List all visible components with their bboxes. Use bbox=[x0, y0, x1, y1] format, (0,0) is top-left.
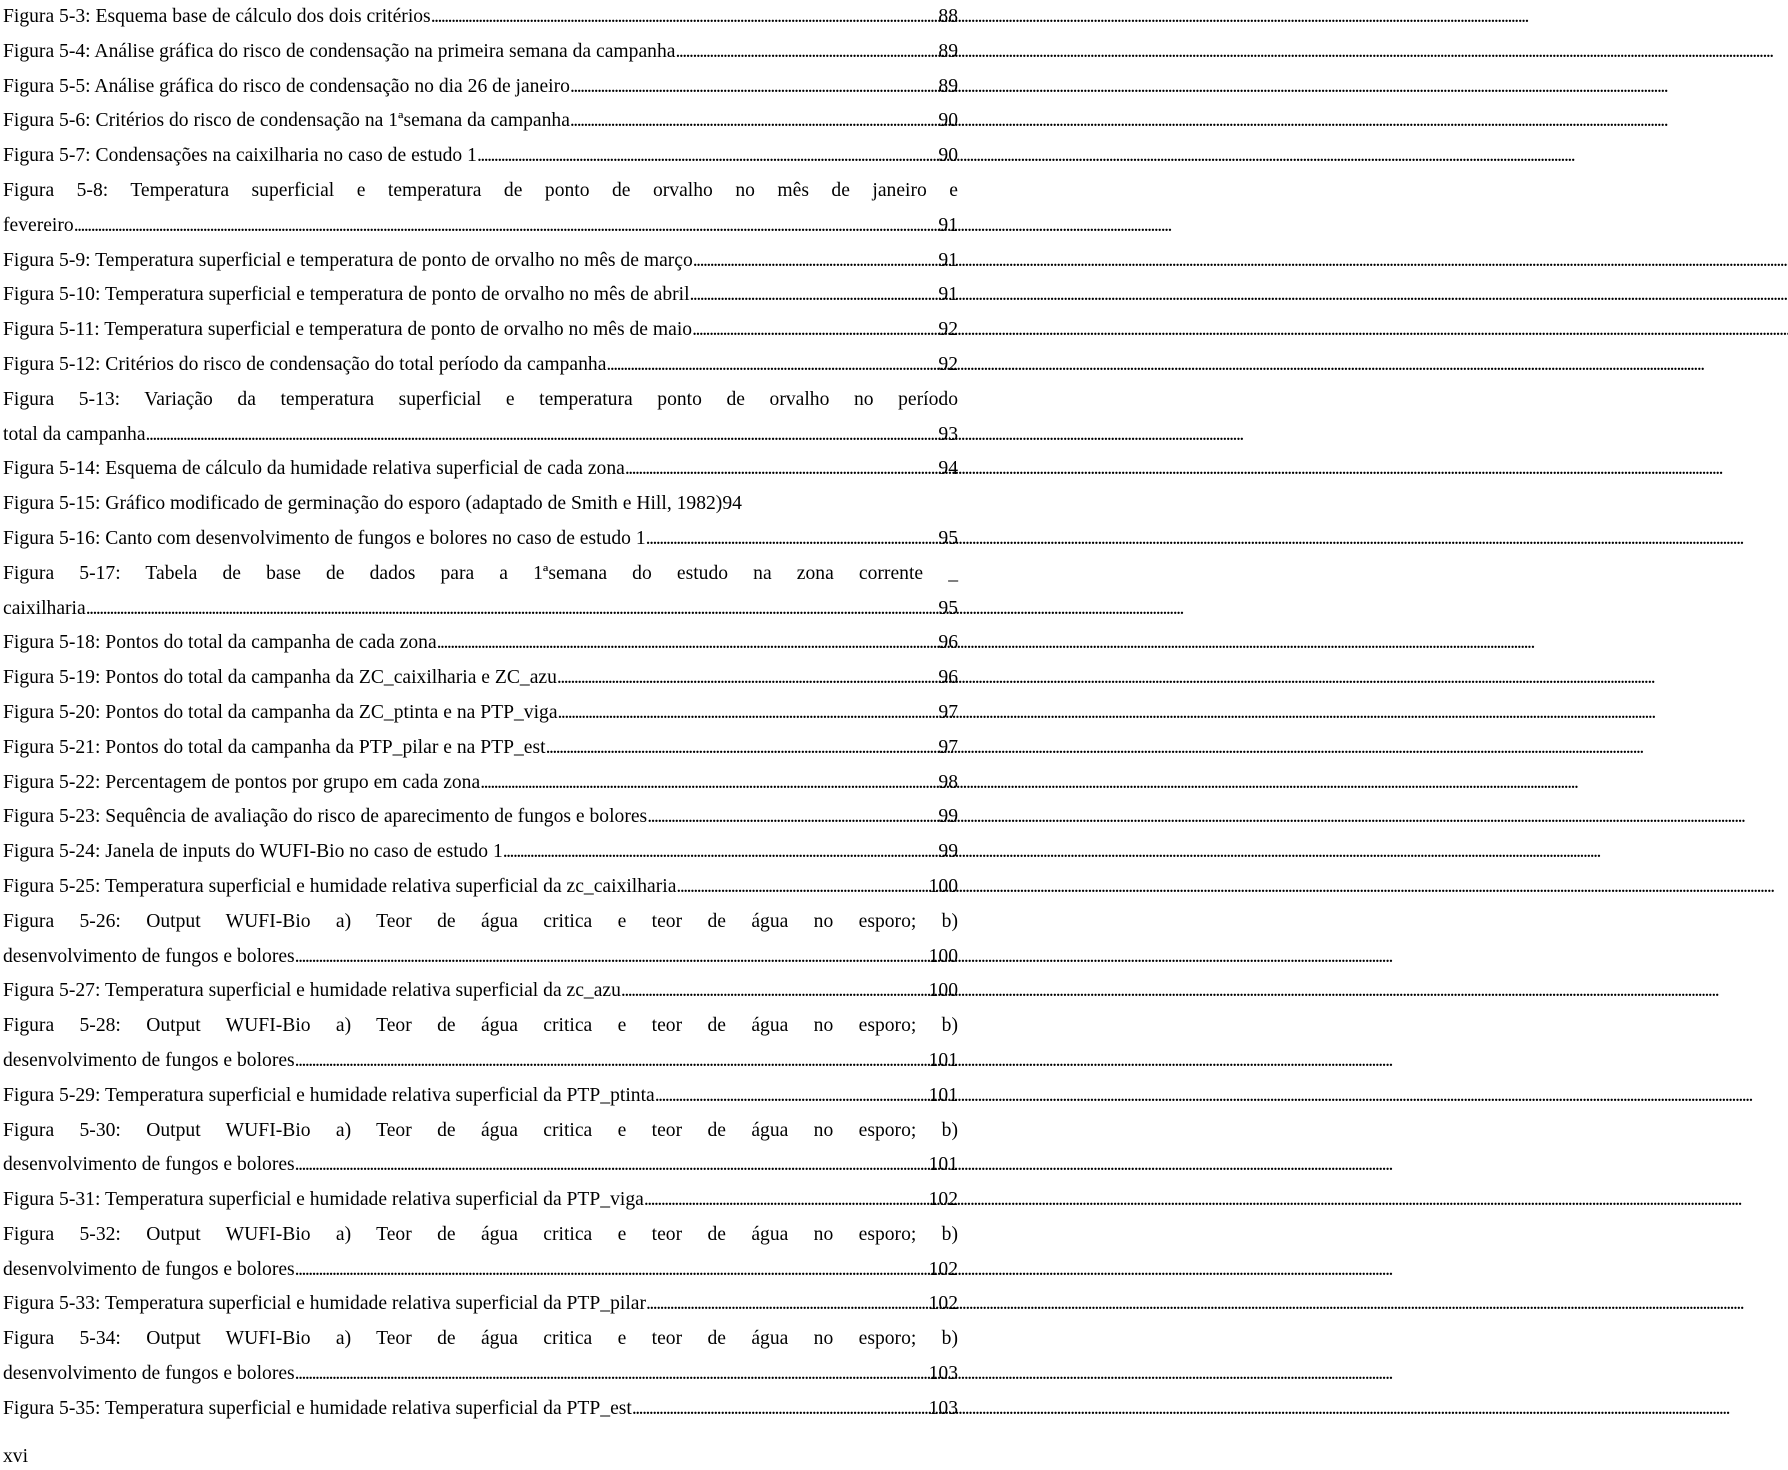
toc-entry[interactable] bbox=[3, 1322, 958, 1392]
toc-entry-page: 91 bbox=[938, 284, 958, 306]
dot-leader bbox=[690, 278, 935, 313]
toc-entry-page: 103 bbox=[928, 1363, 958, 1385]
toc-entry[interactable] bbox=[3, 278, 958, 313]
toc-entry-title-line: Figura 5-32: Output WUFI-Bio a) Teor de água critica e teor de água no esporo; b) bbox=[3, 1223, 958, 1245]
toc-entry[interactable] bbox=[3, 905, 958, 975]
dot-leader bbox=[146, 418, 935, 453]
toc-entry-title: Figura 5-11: Temperatura superficial e temperatura de ponto de orvalho no mês de maio bbox=[3, 319, 693, 341]
toc-entry[interactable] bbox=[3, 70, 958, 105]
toc-entry-title: Figura 5-6: Critérios do risco de condensação na 1ªsemana da campanha bbox=[3, 110, 570, 132]
dot-leader bbox=[480, 766, 934, 801]
dot-leader bbox=[646, 522, 935, 557]
toc-entry-title: Figura 5-23: Sequência de avaliação do risco de aparecimento de fungos e bolores bbox=[3, 806, 648, 828]
dot-leader bbox=[295, 940, 925, 975]
dot-leader bbox=[570, 104, 935, 139]
toc-entry[interactable] bbox=[3, 522, 958, 557]
toc-entry-page: 103 bbox=[928, 1397, 958, 1419]
toc-entry-title-line: Figura 5-13: Variação da temperatura superficial e temperatura ponto de orvalho no período bbox=[3, 388, 958, 410]
dot-leader bbox=[431, 0, 935, 35]
dot-leader bbox=[675, 35, 934, 70]
dot-leader bbox=[86, 592, 935, 627]
toc-entry[interactable] bbox=[3, 1009, 958, 1079]
toc-entry-page: 98 bbox=[938, 771, 958, 793]
toc-entry[interactable] bbox=[3, 1287, 958, 1322]
toc-entry[interactable] bbox=[3, 557, 958, 627]
toc-entry-page: 89 bbox=[938, 40, 958, 62]
toc-entry[interactable] bbox=[3, 835, 958, 870]
toc-entry-title-line: Figura 5-30: Output WUFI-Bio a) Teor de água critica e teor de água no esporo; b) bbox=[3, 1119, 958, 1141]
toc-entry-title: Figura 5-18: Pontos do total da campanha de cada zona bbox=[3, 632, 437, 654]
toc-entry[interactable] bbox=[3, 244, 958, 279]
toc-entry-title: desenvolvimento de fungos e bolores bbox=[3, 1154, 295, 1176]
toc-entry[interactable] bbox=[3, 1183, 958, 1218]
dot-leader bbox=[546, 731, 935, 766]
dot-leader bbox=[606, 348, 934, 383]
toc-entry-page: 102 bbox=[928, 1189, 958, 1211]
toc-entry[interactable] bbox=[3, 1114, 958, 1184]
toc-entry[interactable] bbox=[3, 974, 958, 1009]
toc-entry-page: 92 bbox=[938, 353, 958, 375]
toc-entry-title: desenvolvimento de fungos e bolores bbox=[3, 1258, 295, 1280]
toc-entry-page: 97 bbox=[938, 701, 958, 723]
toc-entry-title: Figura 5-10: Temperatura superficial e temperatura de ponto de orvalho no mês de abril bbox=[3, 284, 690, 306]
toc-entry-title: fevereiro bbox=[3, 214, 74, 236]
toc-entry-title: Figura 5-4: Análise gráfica do risco de condensação na primeira semana da campanha bbox=[3, 40, 676, 62]
toc-entry-title: Figura 5-14: Esquema de cálculo da humidade relativa superficial de cada zona bbox=[3, 458, 625, 480]
toc-entry[interactable] bbox=[3, 313, 958, 348]
toc-entry-page: 90 bbox=[938, 145, 958, 167]
toc-entry-title: caixilharia bbox=[3, 597, 86, 619]
dot-leader bbox=[647, 800, 934, 835]
toc-entry-page: 101 bbox=[928, 1084, 958, 1106]
toc-entry-title: Figura 5-12: Critérios do risco de condensação do total período da campanha bbox=[3, 353, 607, 375]
dot-leader bbox=[74, 209, 935, 244]
toc-entry-page: 90 bbox=[938, 110, 958, 132]
toc-entry-page: 95 bbox=[938, 527, 958, 549]
toc-entry[interactable] bbox=[3, 661, 958, 696]
toc-entry[interactable] bbox=[3, 696, 958, 731]
toc-entry[interactable] bbox=[3, 348, 958, 383]
toc-entry-title: Figura 5-20: Pontos do total da campanha da ZC_ptinta e na PTP_viga bbox=[3, 701, 558, 723]
toc-entry-page: 100 bbox=[928, 875, 958, 897]
dot-leader bbox=[558, 696, 935, 731]
toc-entry-title: Figura 5-33: Temperatura superficial e humidade relativa superficial da PTP_pilar bbox=[3, 1293, 647, 1315]
toc-entry[interactable] bbox=[3, 35, 958, 70]
toc-entry[interactable] bbox=[3, 1218, 958, 1288]
toc-entry-title-line: Figura 5-28: Output WUFI-Bio a) Teor de água critica e teor de água no esporo; b) bbox=[3, 1015, 958, 1037]
toc-entry-title: Figura 5-16: Canto com desenvolvimento de fungos e bolores no caso de estudo 1 bbox=[3, 527, 646, 549]
list-of-figures bbox=[3, 0, 958, 1427]
toc-entry-page: 96 bbox=[938, 667, 958, 689]
toc-entry[interactable] bbox=[3, 383, 958, 453]
toc-entry-title: Figura 5-3: Esquema base de cálculo dos dois critérios bbox=[3, 6, 431, 27]
toc-entry-title: Figura 5-5: Análise gráfica do risco de condensação no dia 26 de janeiro bbox=[3, 75, 570, 97]
dot-leader bbox=[625, 452, 935, 487]
toc-entry[interactable] bbox=[3, 870, 958, 905]
toc-entry[interactable] bbox=[3, 1392, 958, 1427]
dot-leader bbox=[693, 244, 935, 279]
toc-entry-page: 100 bbox=[928, 945, 958, 967]
toc-entry-title: Figura 5-29: Temperatura superficial e humidade relativa superficial da PTP_ptinta bbox=[3, 1084, 655, 1106]
toc-entry[interactable] bbox=[3, 139, 958, 174]
toc-entry-page: 91 bbox=[938, 214, 958, 236]
toc-entry-title: Figura 5-35: Temperatura superficial e humidade relativa superficial da PTP_est bbox=[3, 1397, 632, 1419]
dot-leader bbox=[644, 1183, 925, 1218]
toc-entry[interactable] bbox=[3, 487, 958, 522]
toc-entry-title: Figura 5-25: Temperatura superficial e humidade relativa superficial da zc_caixilharia bbox=[3, 875, 677, 897]
dot-leader bbox=[295, 1148, 925, 1183]
toc-entry-title-line: Figura 5-34: Output WUFI-Bio a) Teor de água critica e teor de água no esporo; b) bbox=[3, 1328, 958, 1350]
toc-entry-title: Figura 5-19: Pontos do total da campanha da ZC_caixilharia e ZC_azu bbox=[3, 667, 557, 689]
toc-entry-page: 97 bbox=[938, 736, 958, 758]
dot-leader bbox=[632, 1392, 925, 1427]
toc-entry[interactable] bbox=[3, 174, 958, 244]
page-number: xvi bbox=[3, 1446, 29, 1467]
toc-entry-title: total da campanha bbox=[3, 423, 146, 445]
toc-entry-page: 89 bbox=[938, 75, 958, 97]
dot-leader bbox=[692, 313, 934, 348]
toc-entry-page: 95 bbox=[938, 597, 958, 619]
toc-entry-title: desenvolvimento de fungos e bolores bbox=[3, 945, 295, 967]
toc-entry-title: Figura 5-27: Temperatura superficial e humidade relativa superficial da zc_azu bbox=[3, 980, 621, 1002]
toc-entry[interactable] bbox=[3, 104, 958, 139]
toc-entry-page: 100 bbox=[928, 980, 958, 1002]
dot-leader bbox=[676, 870, 924, 905]
toc-entry[interactable] bbox=[3, 452, 958, 487]
toc-entry-title-line: Figura 5-26: Output WUFI-Bio a) Teor de água critica e teor de água no esporo; b) bbox=[3, 910, 958, 932]
toc-entry-title: Figura 5-7: Condensações na caixilharia no caso de estudo 1 bbox=[3, 145, 477, 167]
toc-entry[interactable] bbox=[3, 626, 958, 661]
toc-entry-page: 101 bbox=[928, 1154, 958, 1176]
toc-entry[interactable] bbox=[3, 0, 958, 35]
toc-entry-page: 96 bbox=[938, 632, 958, 654]
dot-leader bbox=[557, 661, 934, 696]
toc-entry-page: 99 bbox=[938, 806, 958, 828]
toc-entry[interactable] bbox=[3, 800, 958, 835]
toc-entry-page: 92 bbox=[938, 319, 958, 341]
dot-leader bbox=[621, 974, 925, 1009]
toc-entry-title-line: Figura 5-8: Temperatura superficial e temperatura de ponto de orvalho no mês de janeiro e bbox=[3, 179, 958, 201]
toc-entry[interactable] bbox=[3, 1079, 958, 1114]
toc-entry[interactable] bbox=[3, 731, 958, 766]
dot-leader bbox=[295, 1253, 925, 1288]
dot-leader bbox=[503, 835, 935, 870]
toc-entry-page: 101 bbox=[928, 1049, 958, 1071]
toc-entry-title: Figura 5-21: Pontos do total da campanha da PTP_pilar e na PTP_est bbox=[3, 736, 546, 758]
toc-entry-page: 93 bbox=[938, 423, 958, 445]
toc-entry-title: Figura 5-31: Temperatura superficial e humidade relativa superficial da PTP_viga bbox=[3, 1189, 644, 1211]
toc-entry-title: Figura 5-24: Janela de inputs do WUFI-Bio no caso de estudo 1 bbox=[3, 841, 503, 863]
dot-leader bbox=[646, 1287, 925, 1322]
toc-entry-title: desenvolvimento de fungos e bolores bbox=[3, 1363, 295, 1385]
toc-entry-title: Figura 5-9: Temperatura superficial e temperatura de ponto de orvalho no mês de março bbox=[3, 249, 693, 271]
toc-entry[interactable] bbox=[3, 766, 958, 801]
toc-entry-page: 99 bbox=[938, 841, 958, 863]
toc-entry-page: 94 bbox=[938, 458, 958, 480]
toc-entry-title: Figura 5-22: Percentagem de pontos por grupo em cada zona bbox=[3, 771, 481, 793]
dot-leader bbox=[477, 139, 934, 174]
dot-leader bbox=[570, 70, 934, 105]
toc-entry-title: Figura 5-15: Gráfico modificado de germinação do esporo (adaptado de Smith e Hill, 1982) bbox=[3, 493, 723, 515]
toc-entry-title: desenvolvimento de fungos e bolores bbox=[3, 1049, 295, 1071]
toc-entry-page: 94 bbox=[722, 493, 742, 515]
toc-entry-page: 102 bbox=[928, 1293, 958, 1315]
dot-leader bbox=[295, 1357, 925, 1392]
toc-entry-page: 88 bbox=[938, 6, 958, 27]
dot-leader bbox=[655, 1079, 925, 1114]
toc-entry-page: 102 bbox=[928, 1258, 958, 1280]
dot-leader bbox=[437, 626, 935, 661]
toc-entry-title-line: Figura 5-17: Tabela de base de dados para a 1ªsemana do estudo na zona corrente _ bbox=[3, 562, 958, 584]
toc-entry-page: 91 bbox=[938, 249, 958, 271]
dot-leader bbox=[295, 1044, 925, 1079]
